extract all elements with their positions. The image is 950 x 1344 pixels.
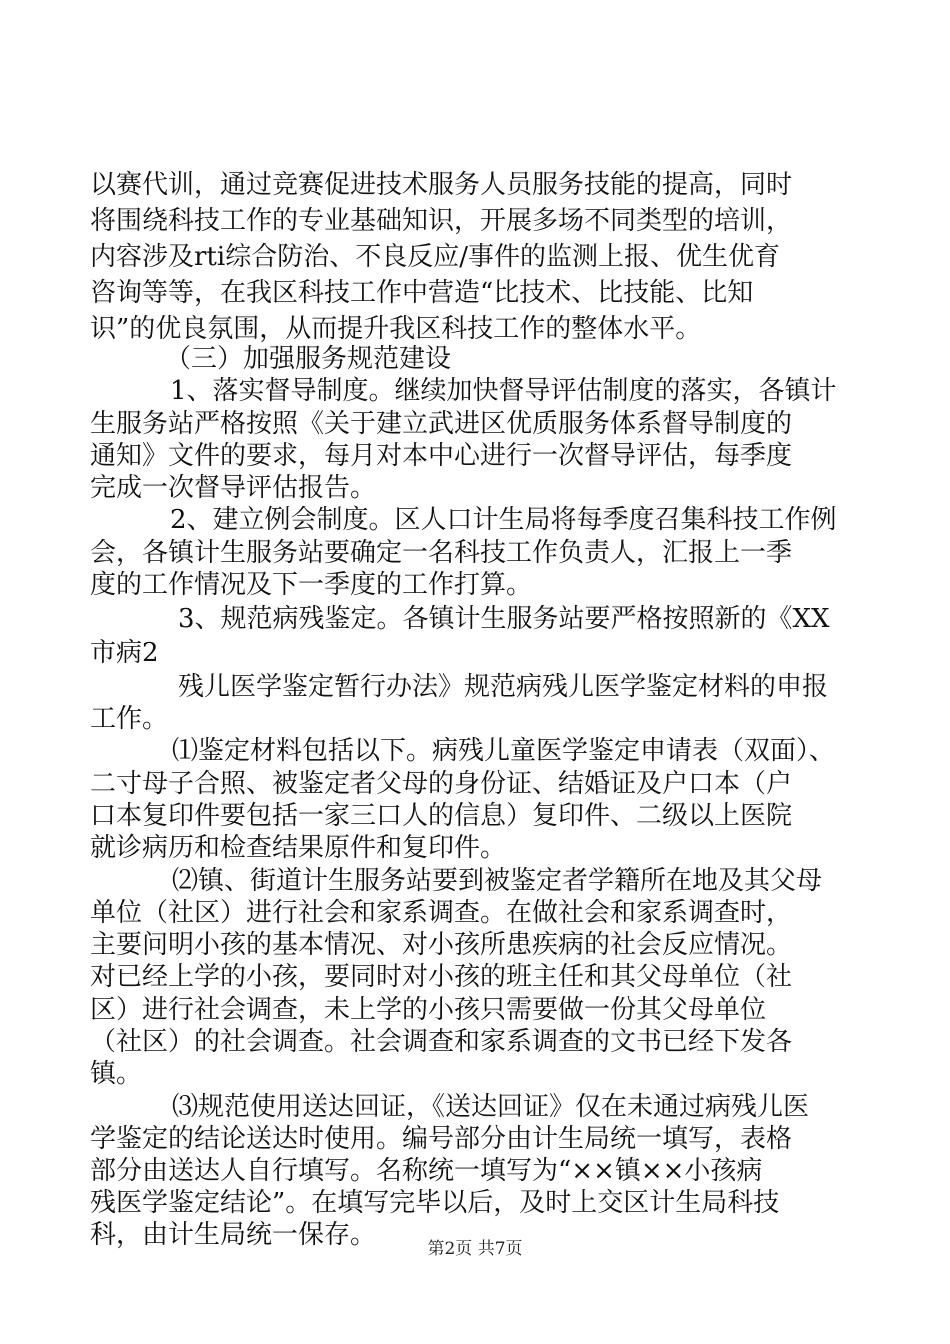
text-line: 残医学鉴定结论”。在填写完毕以后，及时上交区计生局科技: [90, 1188, 780, 1218]
text-line: 会，各镇计生服务站要确定一名科技工作负责人，汇报上一季: [90, 538, 793, 568]
text-line: 咨询等等，在我区科技工作中营造“比技术、比技能、比知: [90, 278, 754, 308]
text-line: 就诊病历和检查结果原件和复印件。: [90, 833, 507, 863]
text-line: 通知》文件的要求，每月对本中心进行一次督导评估，每季度: [90, 441, 793, 471]
page-number-footer: 第2页 共7页: [427, 1239, 523, 1259]
section-heading: （三）加强服务规范建设: [165, 344, 452, 374]
text-line: 区）进行社会调查，未上学的小孩只需要做一份其父母单位: [90, 995, 767, 1025]
text-line: 科，由计生局统一保存。: [90, 1220, 377, 1250]
text-line: ⑶规范使用送达回证，《送达回证》仅在未通过病残儿医: [172, 1092, 810, 1122]
text-line: 学鉴定的结论送达时使用。编号部分由计生局统一填写，表格: [90, 1124, 793, 1154]
text-line: 完成一次督导评估报告。: [90, 473, 377, 503]
text-line: 口本复印件要包括一家三口人的信息）复印件、二级以上医院: [90, 801, 793, 831]
text-line: 单位（社区）进行社会和家系调查。在做社会和家系调查时，: [90, 898, 793, 928]
text-line: 3、规范病残鉴定。各镇计生服务站要严格按照新的《XX: [178, 604, 830, 634]
text-line: 二寸母子合照、被鉴定者父母的身份证、结婚证及户口本（户: [90, 769, 793, 799]
text-line: 内容涉及rti综合防治、不良反应/事件的监测上报、优生优育: [90, 242, 780, 272]
text-line: 识”的优良氛围，从而提升我区科技工作的整体水平。: [90, 314, 702, 344]
text-line: 残儿医学鉴定暂行办法》规范病残儿医学鉴定材料的申报: [178, 672, 829, 702]
text-line: 2、建立例会制度。区人口计生局将每季度召集科技工作例: [170, 505, 837, 535]
text-line: ⑵镇、街道计生服务站要到被鉴定者学籍所在地及其父母: [172, 866, 823, 896]
text-line: 1、落实督导制度。继续加快督导评估制度的落实，各镇计: [170, 376, 837, 406]
text-line: 对已经上学的小孩，要同时对小孩的班主任和其父母单位（社: [90, 962, 793, 992]
text-line: 工作。: [90, 704, 169, 734]
text-line: ⑴鉴定材料包括以下。病残儿童医学鉴定申请表（双面）、: [172, 736, 836, 766]
text-line: 将围绕科技工作的专业基础知识，开展多场不同类型的培训，: [90, 206, 793, 236]
text-line: 镇。: [90, 1059, 143, 1089]
text-line: 市病2: [90, 638, 159, 668]
text-line: （社区）的社会调查。社会调查和家系调查的文书已经下发各: [90, 1027, 793, 1057]
text-line: 部分由送达人自行填写。名称统一填写为“××镇××小孩病: [90, 1156, 763, 1186]
text-line: 主要问明小孩的基本情况、对小孩所患疾病的社会反应情况。: [90, 930, 793, 960]
text-line: 度的工作情况及下一季度的工作打算。: [90, 570, 533, 600]
text-line: 以赛代训，通过竞赛促进技术服务人员服务技能的提高，同时: [90, 170, 793, 200]
text-line: 生服务站严格按照《关于建立武进区优质服务体系督导制度的: [90, 409, 793, 439]
